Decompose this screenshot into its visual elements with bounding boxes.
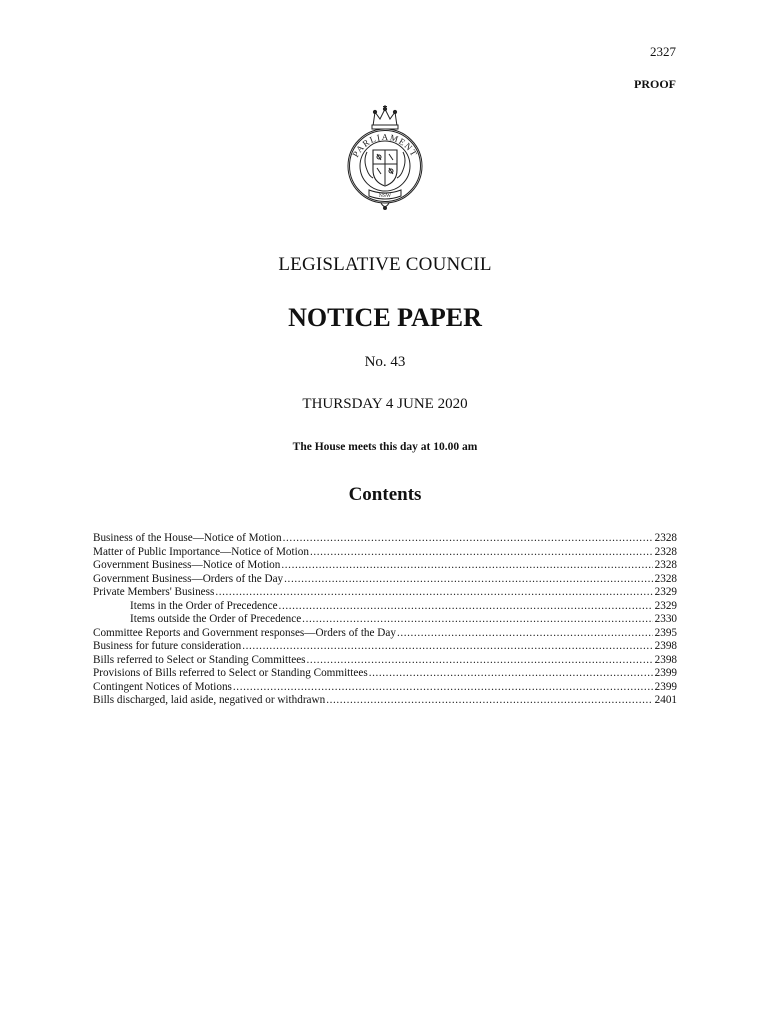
toc-entry-label: Business for future consideration [93,640,242,652]
toc-leader-dots [326,694,652,708]
toc-leader-dots [302,613,652,627]
toc-entry-label: Matter of Public Importance—Notice of Motion [93,545,309,558]
toc-entry-page: 2328 [654,572,677,585]
sitting-time: The House meets this day at 10.00 am [292,441,478,453]
toc-entry-label: Provisions of Bills referred to Select or Standing Committees [93,667,368,679]
toc-entry-page: 2330 [654,613,677,625]
toc-leader-dots [284,573,652,587]
toc-entry[interactable] [93,546,677,560]
toc-entry-label: Contingent Notices of Motions [93,680,232,693]
toc-entry-page: 2395 [654,626,677,639]
toc-entry-page: 2398 [654,653,677,666]
toc-entry[interactable] [93,559,677,573]
toc-entry-page: 2329 [654,599,677,612]
toc-entry-page: 2399 [654,667,677,679]
toc-entry[interactable] [93,586,677,600]
toc-leader-dots [242,640,652,654]
crest-arc-text: PARLIAMENT [350,131,420,159]
toc-leader-dots [279,600,653,614]
toc-entry[interactable] [93,654,677,668]
crest-scroll-text: NSW [378,193,392,199]
toc-entry-page: 2399 [654,680,677,693]
toc-entry-page: 2328 [654,559,677,571]
toc-entry-page: 2329 [654,586,677,598]
toc-entry-label: Business of the House—Notice of Motion [93,532,282,544]
toc-entry-label: Bills discharged, laid aside, negatived or withdrawn [93,694,326,706]
toc-subentry[interactable] [93,600,677,614]
toc-entry[interactable] [93,640,677,654]
paper-number: No. 43 [364,354,406,370]
toc-entry-page: 2398 [654,640,677,652]
toc-entry-label: Committee Reports and Government responses—Orders of the Day [93,626,396,639]
toc-leader-dots [310,546,653,560]
toc-leader-dots [369,667,653,681]
toc-entry-label: Government Business—Notice of Motion [93,559,281,571]
paper-date: THURSDAY 4 JUNE 2020 [302,396,468,412]
toc-leader-dots [307,654,653,668]
toc-entry-page: 2328 [654,532,677,544]
contents-heading: Contents [348,484,422,505]
toc-leader-dots [215,586,652,600]
toc-leader-dots [233,681,653,695]
toc-subentry[interactable] [93,613,677,627]
toc-entry[interactable] [93,573,677,587]
proof-label: PROOF [634,77,676,91]
toc-entry-label: Items outside the Order of Precedence [130,613,302,625]
toc-entry[interactable] [93,681,677,695]
page-number: 2327 [650,44,676,59]
toc-leader-dots [397,627,653,641]
toc-leader-dots [283,532,653,546]
table-of-contents [93,532,677,708]
toc-entry-page: 2328 [654,545,677,558]
parliament-nsw-crest-icon [341,104,429,212]
toc-leader-dots [281,559,652,573]
toc-entry-label: Government Business—Orders of the Day [93,572,284,585]
toc-entry-page: 2401 [654,694,677,706]
toc-entry-label: Bills referred to Select or Standing Committees [93,653,306,666]
toc-entry[interactable] [93,667,677,681]
document-title: NOTICE PAPER [288,303,482,332]
toc-entry-label: Items in the Order of Precedence [130,599,278,612]
toc-entry-label: Private Members' Business [93,586,215,598]
council-name: LEGISLATIVE COUNCIL [278,254,492,275]
toc-entry[interactable] [93,627,677,641]
toc-entry[interactable] [93,694,677,708]
toc-entry[interactable] [93,532,677,546]
